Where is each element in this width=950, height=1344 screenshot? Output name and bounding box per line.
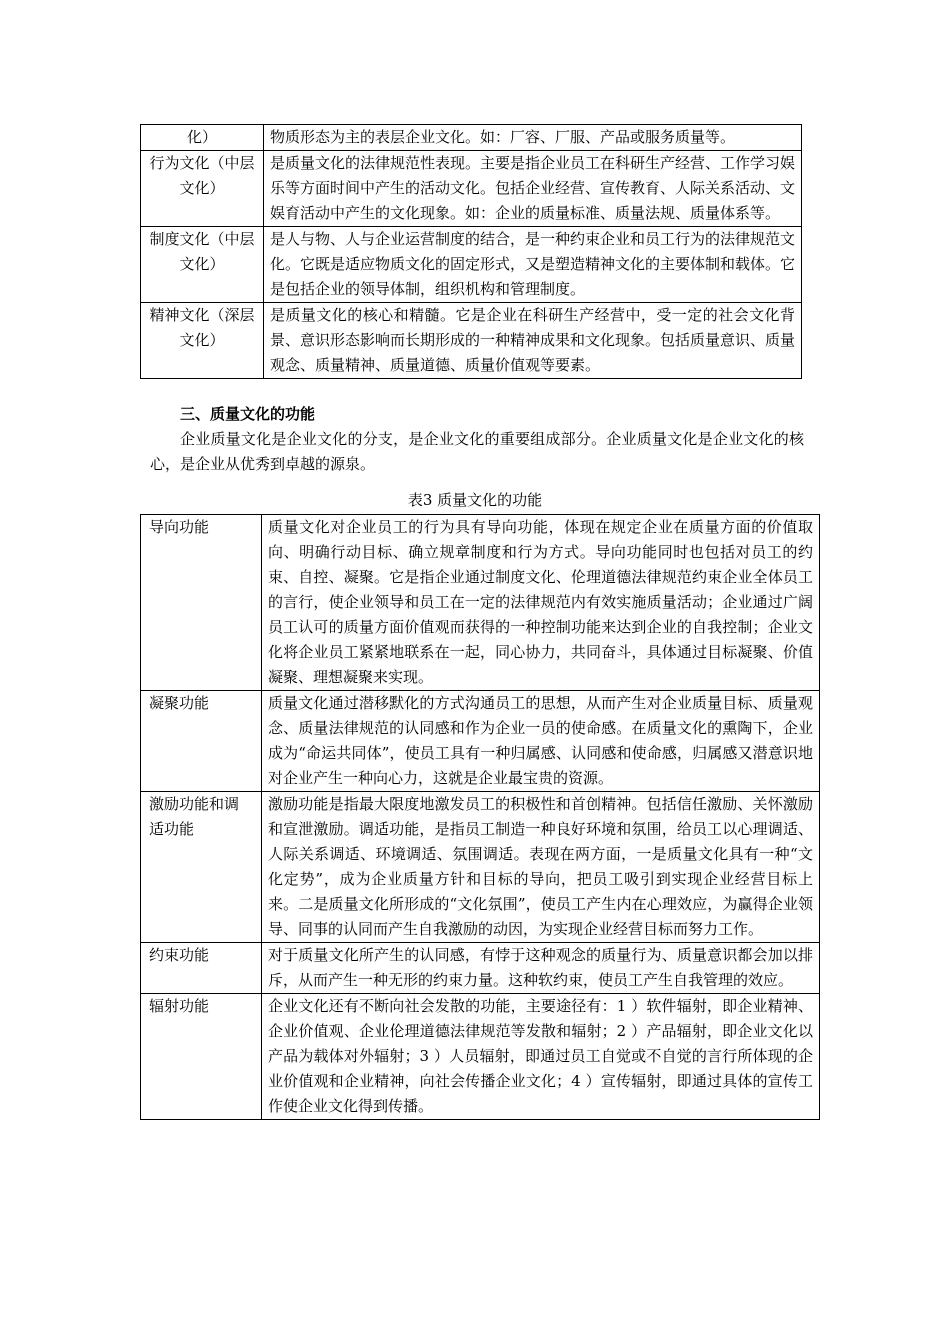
quality-culture-functions-table (140, 514, 820, 1120)
culture-type-cell: 化） (141, 125, 264, 151)
function-name-cell: 导向功能 (141, 515, 262, 691)
body-paragraph: 企业质量文化是企业文化的分支，是企业文化的重要组成部分。企业质量文化是企业文化的核心，是企业从优秀到卓越的源泉。 (150, 430, 804, 473)
table-row (141, 792, 820, 943)
function-description-cell: 质量文化通过潜移默化的方式沟通员工的思想，从而产生对企业质量目标、质量观念、质量法律规范的认同感和作为企业一员的使命感。在质量文化的熏陶下，企业成为“命运共同体”，使员工具有一种归属感、认同感和使命感，归属感又潜意识地对企业产生一种向心力，这就是企业最宝贵的资源。 (262, 691, 820, 792)
table-row (141, 943, 820, 994)
function-name-cell: 辐射功能 (141, 994, 262, 1120)
function-name-cell: 激励功能和调适功能 (141, 792, 262, 943)
culture-layers-table (140, 124, 802, 379)
function-description-cell: 对于质量文化所产生的认同感，有悖于这种观念的质量行为、质量意识都会加以排斥，从而产生一种无形的约束力量。这种软约束，使员工产生自我管理的效应。 (262, 943, 820, 994)
table-row (141, 303, 802, 379)
table-row (141, 691, 820, 792)
culture-description-cell: 是人与物、人与企业运营制度的结合，是一种约束企业和员工行为的法律规范文化。它既是适应物质文化的固定形式，又是塑造精神文化的主要体制和载体。它是包括企业的领导体制，组织机构和管理制度。 (264, 227, 802, 303)
culture-type-cell: 精神文化（深层文化） (141, 303, 264, 379)
function-name-cell: 约束功能 (141, 943, 262, 994)
culture-description-cell: 是质量文化的法律规范性表现。主要是指企业员工在科研生产经营、工作学习娱乐等方面时间中产生的活动文化。包括企业经营、宣传教育、人际关系活动、文娱育活动中产生的文化现象。如：企业的质量标准、质量法规、质量体系等。 (264, 151, 802, 227)
table-row (141, 125, 802, 151)
function-description-cell: 激励功能是指最大限度地激发员工的积极性和首创精神。包括信任激励、关怀激励和宣泄激励。调适功能，是指员工制造一种良好环境和氛围，给员工以心理调适、人际关系调适、环境调适、氛围调适。表现在两方面，一是质量文化具有一种“文化定势”，成为企业质量方针和目标的导向，把员工吸引到实现企业经营目标上来。二是质量文化所形成的“文化氛围”，使员工产生内在心理效应，为赢得企业领导、同事的认同而产生自我激励的动因，为实现企业经营目标而努力工作。 (262, 792, 820, 943)
section-heading: 三、质量文化的功能 (180, 405, 316, 423)
function-description-cell: 质量文化对企业员工的行为具有导向功能，体现在规定企业在质量方面的价值取向、明确行动目标、确立规章制度和行为方式。导向功能同时也包括对员工的约束、自控、凝聚。它是指企业通过制度文化、伦理道德法律规范约束企业全体员工的言行，使企业领导和员工在一定的法律规范内有效实施质量活动；企业通过广阔员工认可的质量方面价值观而获得的一种控制功能来达到企业的自我控制；企业文化将企业员工紧紧地联系在一起，同心协力，共同奋斗，具体通过目标凝聚、价值凝聚、理想凝聚来实现。 (262, 515, 820, 691)
culture-type-cell: 制度文化（中层文化） (141, 227, 264, 303)
table-row (141, 151, 802, 227)
table-row (141, 515, 820, 691)
function-description-cell: 企业文化还有不断向社会发散的功能，主要途径有：1 ）软件辐射，即企业精神、企业价值观、企业伦理道德法律规范等发散和辐射；2 ）产品辐射，即企业文化以产品为载体对外辐射；3 ）人员辐射，即通过员工自觉或不自觉的言行所体现的企业价值观和企业精神，向社会传播企业文化；4 ）宣传辐射，即通过具体的宣传工作使企业文化得到传播。 (262, 994, 820, 1120)
table-caption: 表3 质量文化的功能 (407, 491, 543, 509)
function-name-cell: 凝聚功能 (141, 691, 262, 792)
table-row (141, 227, 802, 303)
culture-description-cell: 物质形态为主的表层企业文化。如：厂容、厂服、产品或服务质量等。 (264, 125, 802, 151)
culture-description-cell: 是质量文化的核心和精髓。它是企业在科研生产经营中，受一定的社会文化背景、意识形态影响而长期形成的一种精神成果和文化现象。包括质量意识、质量观念、质量精神、质量道德、质量价值观等要素。 (264, 303, 802, 379)
table-row (141, 994, 820, 1120)
culture-type-cell: 行为文化（中层文化） (141, 151, 264, 227)
